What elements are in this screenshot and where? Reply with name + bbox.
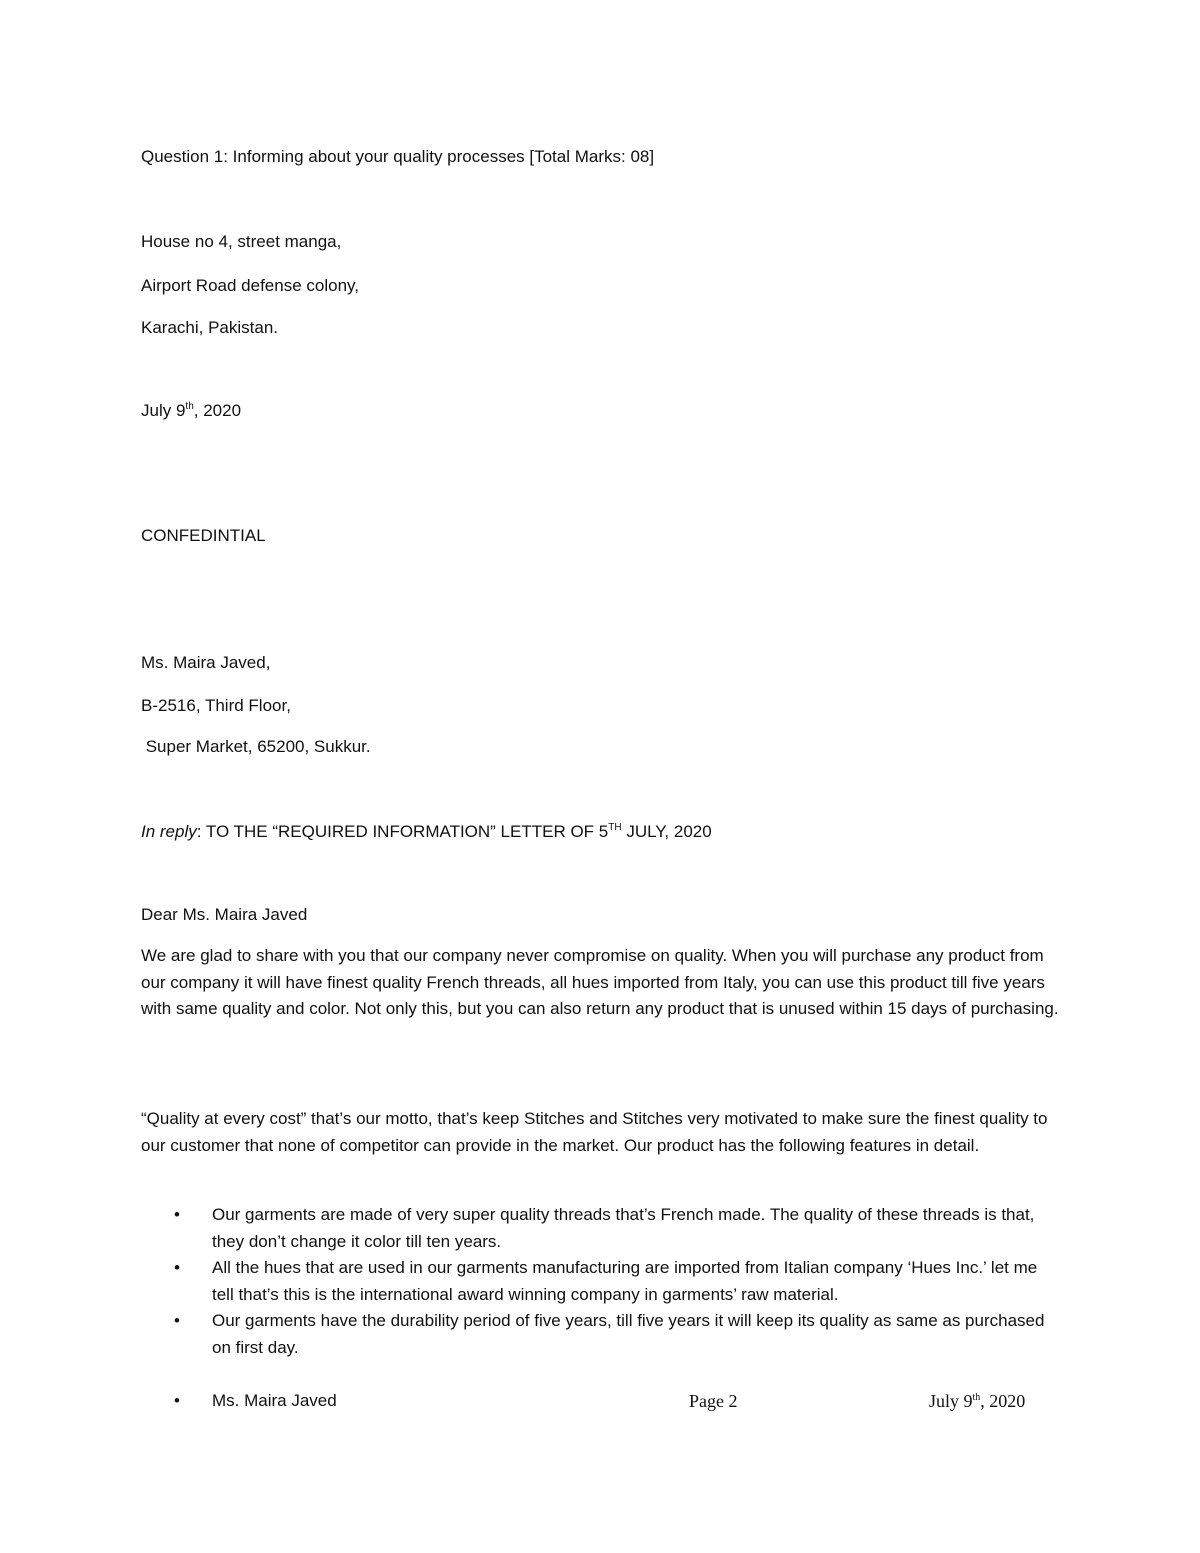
letter-date-year: , 2020 <box>193 401 242 420</box>
letter-date-suffix: th <box>185 401 194 412</box>
footer-recipient-name: Ms. Maira Javed <box>212 1391 337 1410</box>
feature-text: All the hues that are used in our garments manufacturing are imported from Italian company ‘Hues Inc.’ let me tell that’s this is the international award winning company in garments’ raw material. <box>212 1258 1038 1304</box>
reference-text: : TO THE “REQUIRED INFORMATION” LETTER OF 5 <box>196 822 609 841</box>
reference-label: In reply <box>141 822 197 841</box>
feature-text: Our garments are made of very super quality threads that’s French made. The quality of these threads is that, they don’t change it color till ten years. <box>212 1205 1035 1251</box>
letter-date <box>141 401 241 421</box>
body-paragraph-2: “Quality at every cost” that’s our motto, that’s keep Stitches and Stitches very motivated to make sure the finest quality to our customer that none of competitor can provide in the market. Our product has the following features in detail. <box>141 1109 1048 1155</box>
reference-line <box>141 822 712 842</box>
letter-date-month: July 9 <box>141 401 186 420</box>
sender-address-line-2: Airport Road defense colony, <box>141 276 359 295</box>
confidential-label: CONFEDINTIAL <box>141 526 266 545</box>
salutation: Dear Ms. Maira Javed <box>141 905 308 924</box>
recipient-address-line-3: Super Market, 65200, Sukkur. <box>141 737 371 756</box>
footer-page-number: Page 2 <box>689 1391 738 1411</box>
reference-sup: TH <box>608 822 622 833</box>
feature-item <box>141 1308 1061 1361</box>
bullet-icon: • <box>174 1258 180 1277</box>
sender-address-line-1: House no 4, street manga, <box>141 232 342 251</box>
sender-address-line-3: Karachi, Pakistan. <box>141 318 279 337</box>
page-footer <box>141 1388 1061 1414</box>
feature-item <box>141 1255 1061 1308</box>
bullet-icon: • <box>174 1205 180 1224</box>
bullet-icon: • <box>174 1391 180 1410</box>
question-heading: Question 1: Informing about your quality processes [Total Marks: 08] <box>141 147 655 166</box>
features-list <box>141 1202 1061 1361</box>
recipient-name: Ms. Maira Javed, <box>141 653 271 672</box>
recipient-address-line-2: B-2516, Third Floor, <box>141 696 291 715</box>
reference-text-after: JULY, 2020 <box>621 822 712 841</box>
feature-item <box>141 1202 1061 1255</box>
footer-date-suffix: th <box>972 1392 981 1403</box>
footer-date-year: , 2020 <box>980 1391 1026 1411</box>
footer-date-month: July 9 <box>929 1391 973 1411</box>
bullet-icon: • <box>174 1311 180 1330</box>
feature-text: Our garments have the durability period of five years, till five years it will keep its quality as same as purchased on first day. <box>212 1311 1045 1357</box>
footer-date <box>929 1388 1025 1414</box>
body-paragraph-1: We are glad to share with you that our company never compromise on quality. When you will purchase any product from our company it will have finest quality French threads, all hues imported from Italy, you can use this product till five years with same quality and color. Not only this, but you can also return any product that is unused within 15 days of purchasing. <box>141 946 1059 1018</box>
